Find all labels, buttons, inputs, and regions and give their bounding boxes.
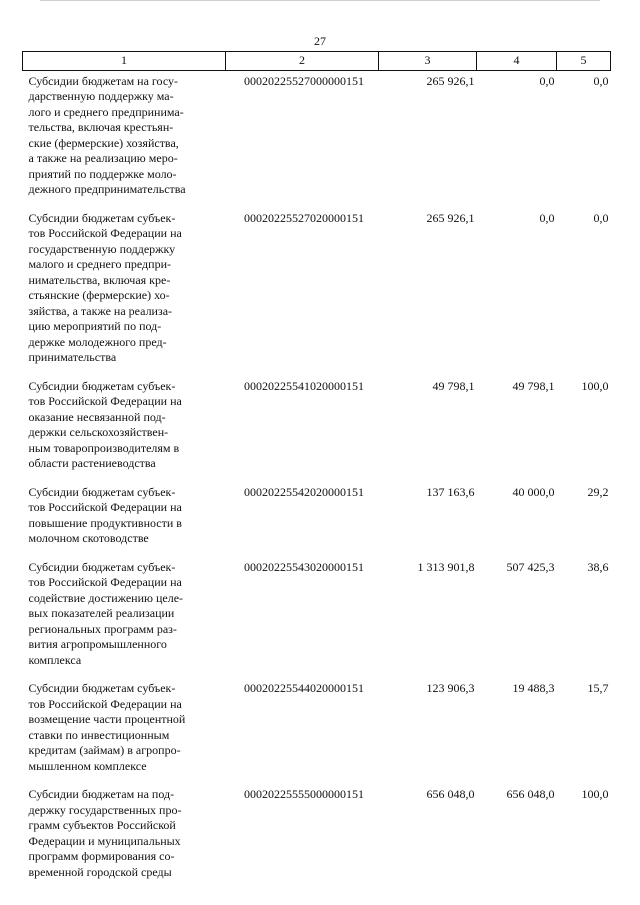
subsidy-name-line: области растениеводства xyxy=(28,456,156,470)
subsidy-name-line: тельства, включая крестьян- xyxy=(28,120,174,134)
subsidy-name-line: временной городской среды xyxy=(28,864,172,879)
subsidy-name-cell xyxy=(23,70,226,204)
subsidy-name-line: дарственную поддержку ма- xyxy=(28,89,174,103)
amount-col3-cell: 656 048,0 xyxy=(426,787,475,801)
amount-col3-cell: 265 926,1 xyxy=(426,210,475,225)
subsidy-name-line: лого и среднего предпринима- xyxy=(28,104,184,119)
subsidy-name-line: ставки по инвестиционным xyxy=(28,727,170,742)
subsidy-name-line: принимательства xyxy=(28,350,117,364)
percent-col5-cell: 0,0 xyxy=(593,210,609,225)
subsidy-name-line: программ формирования со- xyxy=(28,849,175,863)
percent-col5-cell: 0,0 xyxy=(593,73,609,88)
budget-code-cell: 00020225544020000151 xyxy=(244,681,364,695)
subsidy-name-line: Субсидии бюджетам субъек- xyxy=(28,559,176,574)
subsidy-name-line: тов Российской Федерации на xyxy=(28,696,182,711)
subsidy-name-line: Субсидии бюджетам на под- xyxy=(28,787,175,801)
subsidy-name-cell xyxy=(23,372,226,478)
table-header xyxy=(23,52,611,71)
subsidy-name-line: повышение продуктивности в xyxy=(28,515,182,530)
subsidy-name-cell xyxy=(23,204,226,372)
budget-code-cell: 00020225527000000151 xyxy=(244,73,364,88)
amount-col3-cell: 49 798,1 xyxy=(432,378,475,393)
amount-col4-cell: 0,0 xyxy=(539,73,555,88)
subsidy-name-line: ские (фермерские) хозяйства, xyxy=(28,135,179,150)
header-col-2: 2 xyxy=(226,52,379,71)
subsidy-name-line: Субсидии бюджетам субъек- xyxy=(28,210,176,225)
scan-top-edge xyxy=(40,0,600,1)
subsidy-name-line: возмещение части процентной xyxy=(28,712,186,726)
subsidy-name-line: Субсидии бюджетам субъек- xyxy=(28,681,176,695)
subsidy-name-line: цию мероприятий по под- xyxy=(28,319,162,333)
page-number: 27 xyxy=(314,34,326,48)
subsidy-name-line: вых показателей реализации xyxy=(28,606,175,620)
budget-code-cell: 00020225555000000151 xyxy=(244,787,364,801)
percent-col5-cell: 15,7 xyxy=(587,681,609,695)
budget-code-cell: 00020225543020000151 xyxy=(244,559,364,574)
subsidy-name-line: дежного предпринимательства xyxy=(28,182,186,196)
amount-col4-cell: 0,0 xyxy=(539,210,555,225)
amount-col3-cell: 123 906,3 xyxy=(426,681,475,695)
subsidy-name-line: держки сельскохозяйствен- xyxy=(28,425,169,439)
percent-col5-cell: 100,0 xyxy=(581,787,609,801)
subsidy-name-line: содействие достижению целе- xyxy=(28,590,184,605)
table-row xyxy=(23,674,611,780)
amount-col4-cell: 656 048,0 xyxy=(506,787,555,801)
subsidy-name-cell xyxy=(23,674,226,780)
percent-col5-cell: 38,6 xyxy=(587,559,609,574)
header-col-4: 4 xyxy=(477,52,557,71)
table-row xyxy=(23,70,611,204)
subsidy-name-line: молочном скотоводстве xyxy=(28,531,149,545)
subsidy-name-line: Федерации и муниципальных xyxy=(28,833,181,848)
subsidy-name-line: зяйства, а также на реализа- xyxy=(28,303,173,318)
table-row xyxy=(23,780,611,886)
subsidy-name-line: региональных программ раз- xyxy=(28,621,177,636)
subsidy-name-line: Субсидии бюджетам субъек- xyxy=(28,378,176,393)
subsidy-name-line: Субсидии бюджетам на госу- xyxy=(28,73,179,88)
subsidy-name-line: тов Российской Федерации на xyxy=(28,575,182,589)
percent-col5-cell: 29,2 xyxy=(587,484,609,499)
budget-code-cell: 00020225542020000151 xyxy=(244,484,364,499)
header-col-5: 5 xyxy=(557,52,611,71)
subsidy-name-line: комплекса xyxy=(28,652,82,667)
subsidy-name-cell xyxy=(23,478,226,553)
budget-code-cell: 00020225541020000151 xyxy=(244,378,364,393)
table-row xyxy=(23,372,611,478)
subsidy-name-line: Субсидии бюджетам субъек- xyxy=(28,484,176,499)
subsidy-name-line: оказание несвязанной под- xyxy=(28,409,166,424)
header-col-3: 3 xyxy=(379,52,477,71)
amount-col3-cell: 1 313 901,8 xyxy=(417,559,475,574)
amount-col4-cell: 49 798,1 xyxy=(512,378,555,393)
subsidy-name-line: нимательства, включая кре- xyxy=(28,272,171,287)
subsidy-name-line: приятий по поддержке моло- xyxy=(28,166,177,181)
subsidy-name-line: держке молодежного пред- xyxy=(28,334,167,349)
subsidy-name-cell xyxy=(23,553,226,675)
amount-col4-cell: 40 000,0 xyxy=(512,484,555,499)
amount-col3-cell: 137 163,6 xyxy=(426,484,475,499)
table-body xyxy=(23,70,611,886)
subsidy-name-line: ным товаропроизводителям в xyxy=(28,440,180,455)
subsidy-name-cell xyxy=(23,780,226,886)
subsidy-name-line: мышленном комплексе xyxy=(28,758,147,773)
subsidy-name-line: стьянские (фермерские) хо- xyxy=(28,288,170,302)
header-col-1: 1 xyxy=(23,52,226,71)
table-row xyxy=(23,553,611,675)
subsidy-name-line: тов Российской Федерации на xyxy=(28,500,182,514)
subsidy-name-line: государственную поддержку xyxy=(28,241,176,256)
subsidy-name-line: тов Российской Федерации на xyxy=(28,226,182,240)
amount-col4-cell: 19 488,3 xyxy=(512,681,555,695)
subsidy-name-line: малого и среднего предпри- xyxy=(28,257,171,271)
subsidy-name-line: а также на реализацию меро- xyxy=(28,151,178,165)
subsidy-name-line: тов Российской Федерации на xyxy=(28,394,182,408)
table-row xyxy=(23,478,611,553)
subsidy-name-line: кредитам (займам) в агропро- xyxy=(28,743,181,757)
subsidy-name-line: вития агропромышленного xyxy=(28,637,167,651)
percent-col5-cell: 100,0 xyxy=(581,378,609,393)
amount-col4-cell: 507 425,3 xyxy=(506,559,555,574)
header-row xyxy=(23,52,611,71)
amount-col3-cell: 265 926,1 xyxy=(426,73,475,88)
budget-table xyxy=(22,51,611,886)
table-row xyxy=(23,204,611,372)
subsidy-name-line: держку государственных про- xyxy=(28,802,182,817)
subsidy-name-line: грамм субъектов Российской xyxy=(28,818,176,832)
budget-code-cell: 00020225527020000151 xyxy=(244,210,364,225)
